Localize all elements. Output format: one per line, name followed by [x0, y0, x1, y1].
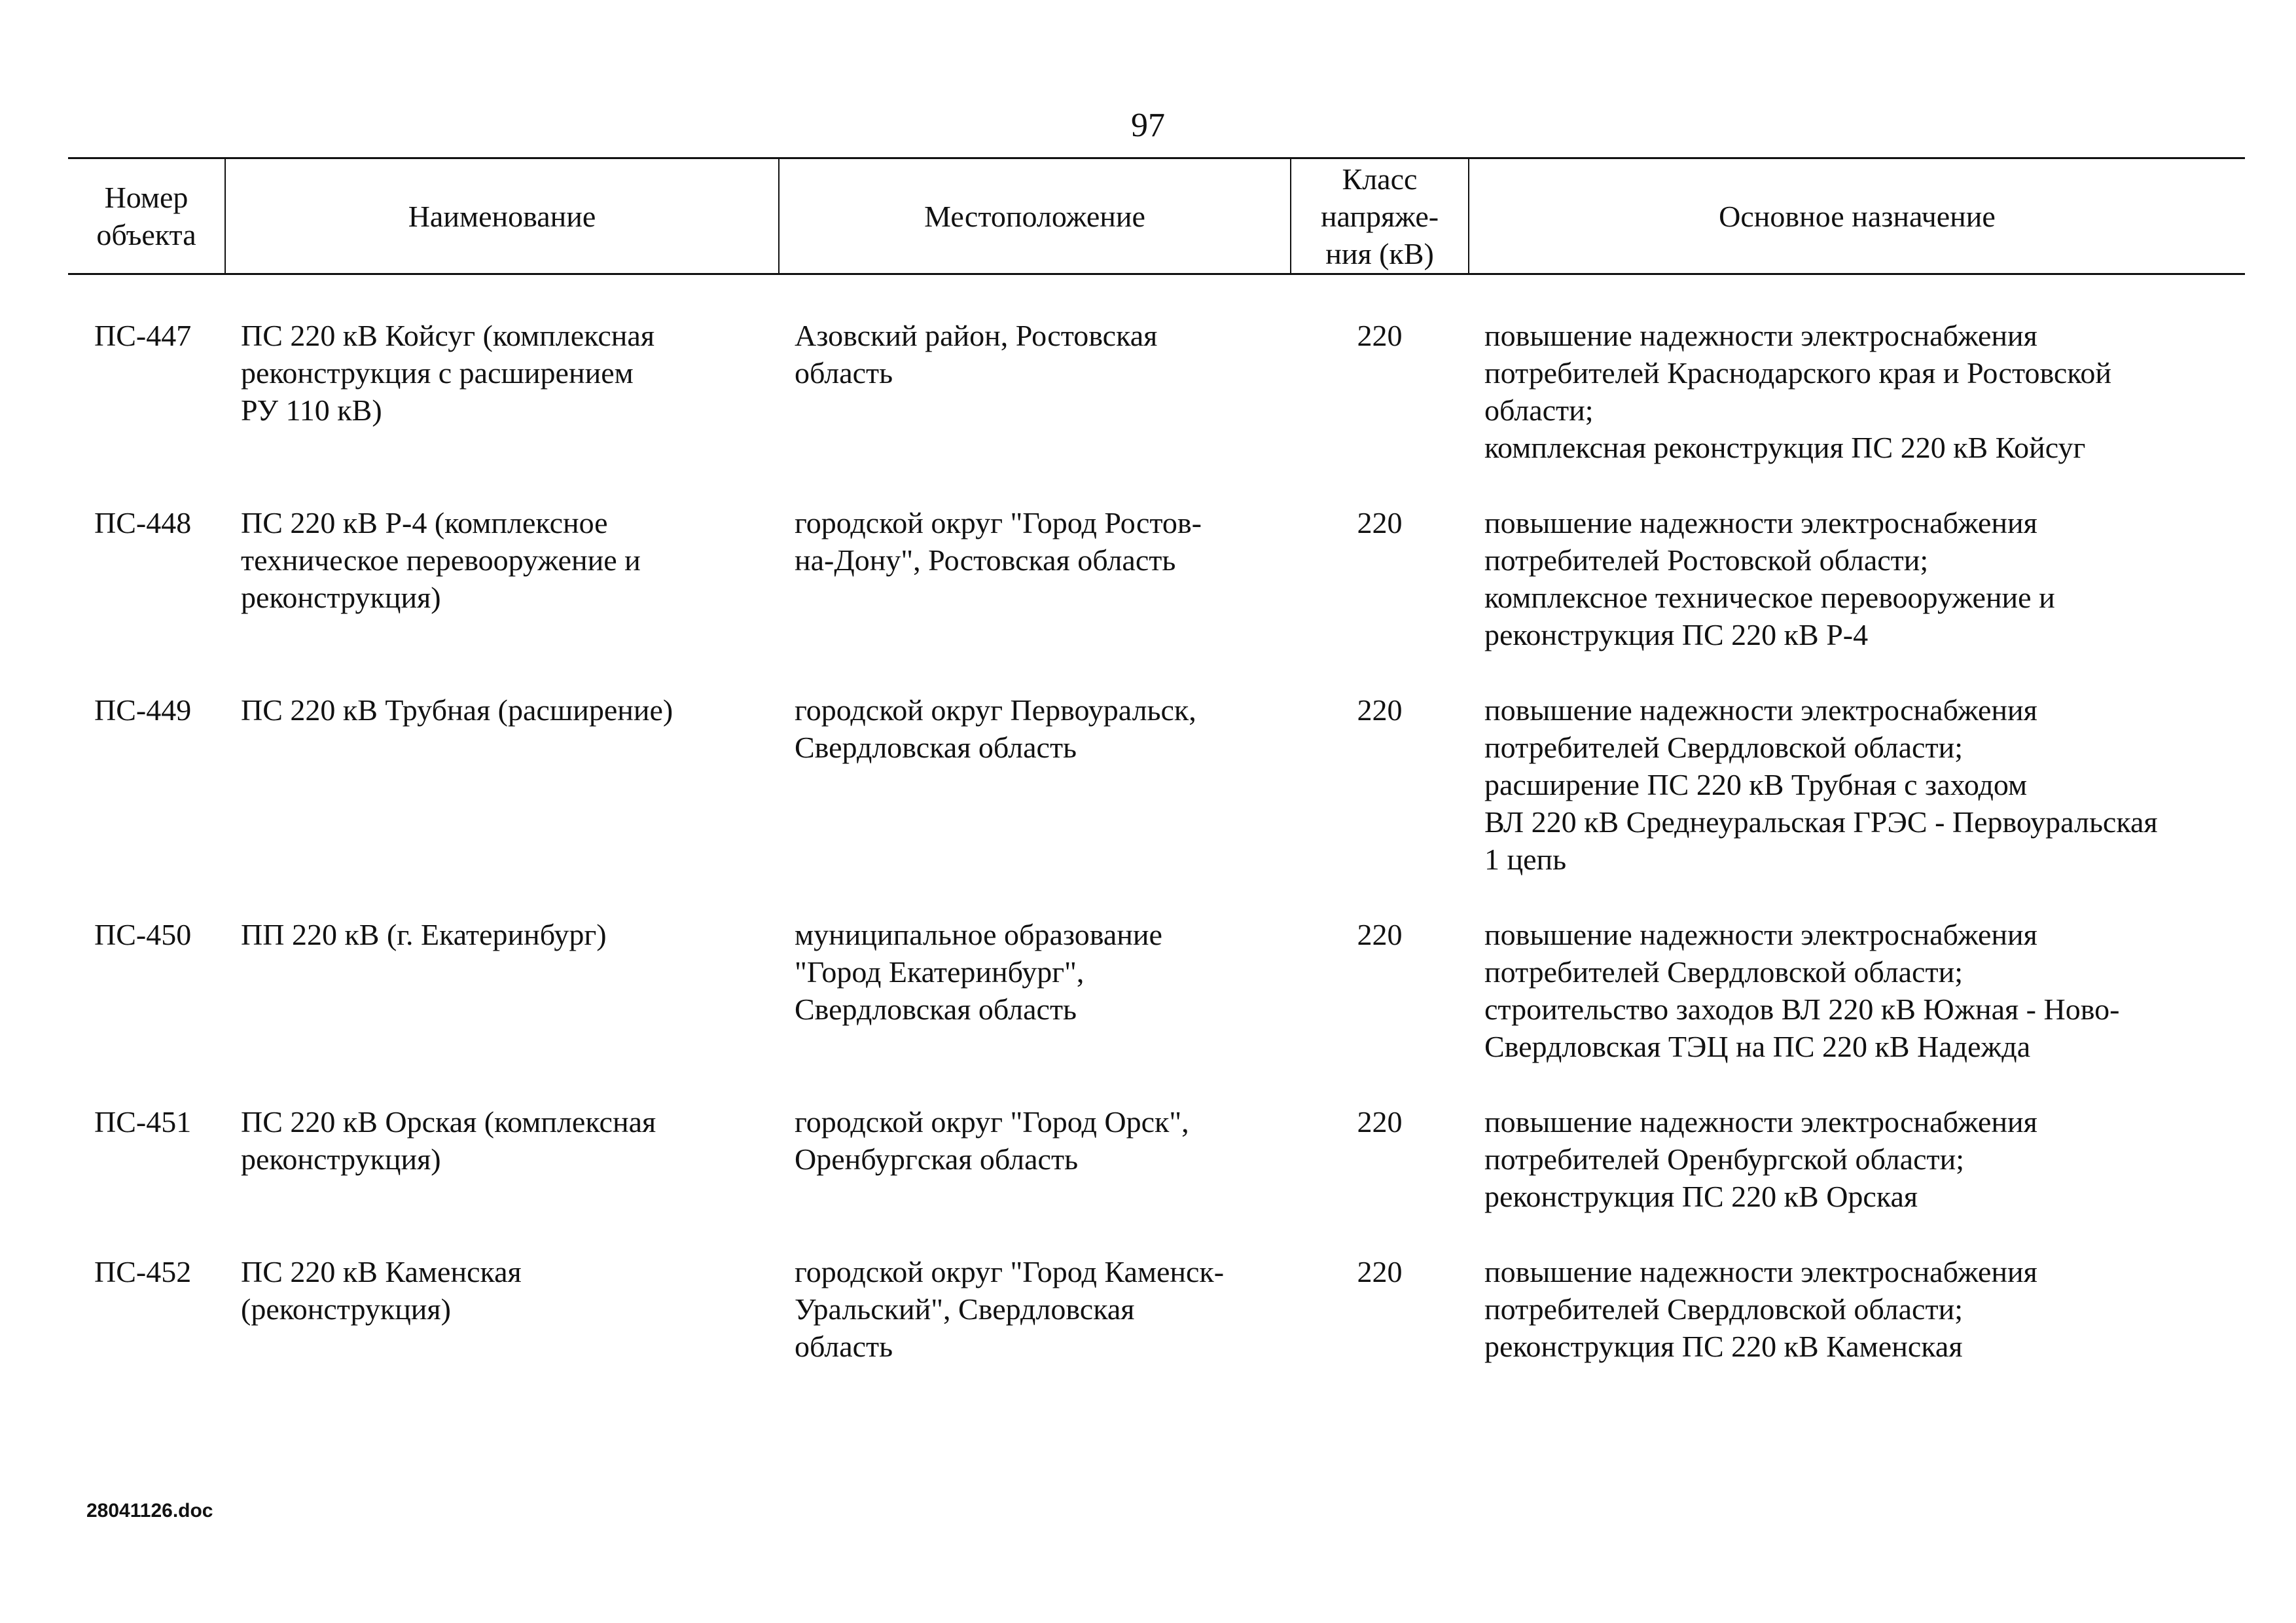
location-cell-line: муниципальное образование	[795, 918, 1162, 951]
object-name-cell	[225, 274, 779, 505]
header-text-line: Основное назначение	[1719, 199, 1996, 233]
object-name-cell-line: техническое перевооружение и	[241, 543, 641, 577]
location-cell-line: городской округ "Город Орск",	[795, 1105, 1189, 1139]
object-number-cell: ПС-449	[94, 693, 192, 727]
object-name-cell-line: ПС 220 кВ Койсуг (комплексная	[241, 319, 655, 352]
purpose-cell-line: потребителей Свердловской области;	[1484, 955, 1963, 989]
location-cell	[779, 504, 1291, 691]
purpose-cell-line: комплексное техническое перевооружение и	[1484, 581, 2055, 614]
object-name-cell-line: ПС 220 кВ Орская (комплексная	[241, 1105, 656, 1139]
voltage-class-cell: 220	[1357, 693, 1403, 727]
location-cell-line: Азовский район, Ростовская	[795, 319, 1158, 352]
objects-table	[68, 157, 2245, 1403]
purpose-cell-line: повышение надежности электроснабжения	[1484, 506, 2037, 539]
header-text-line: Наименование	[408, 199, 596, 233]
purpose-cell-line: расширение ПС 220 кВ Трубная с заходом	[1484, 768, 2028, 801]
voltage-class-cell: 220	[1357, 1255, 1403, 1288]
purpose-cell	[1469, 274, 2245, 505]
purpose-cell-line: потребителей Оренбургской области;	[1484, 1142, 1964, 1176]
footer-file-name: 28041126.doc	[86, 1500, 213, 1522]
page-number: 97	[1131, 107, 1165, 144]
location-cell-line: Оренбургская область	[795, 1142, 1079, 1176]
table-row	[68, 1253, 2245, 1403]
location-cell-line: Свердловская область	[795, 731, 1077, 764]
purpose-cell	[1469, 504, 2245, 691]
purpose-cell-line: повышение надежности электроснабжения	[1484, 918, 2037, 951]
header-purpose	[1469, 158, 2245, 274]
location-cell-line: городской округ Первоуральск,	[795, 693, 1196, 727]
object-name-cell-line: реконструкция)	[241, 581, 441, 614]
purpose-cell-line: 1 цепь	[1484, 843, 1567, 876]
location-cell-line: городской округ "Город Каменск-	[795, 1255, 1225, 1288]
table-body	[68, 274, 2245, 1404]
header-name	[225, 158, 779, 274]
objects-table-container	[68, 157, 2245, 1403]
header-text-line: Класс	[1342, 162, 1418, 196]
object-name-cell-line: ПС 220 кВ Трубная (расширение)	[241, 693, 673, 727]
purpose-cell-line: реконструкция ПС 220 кВ Р-4	[1484, 618, 1869, 651]
voltage-class-cell: 220	[1357, 918, 1403, 951]
location-cell-line: область	[795, 356, 893, 390]
location-cell	[779, 1103, 1291, 1253]
object-name-cell	[225, 504, 779, 691]
purpose-cell-line: повышение надежности электроснабжения	[1484, 1255, 2037, 1288]
purpose-cell-line: области;	[1484, 393, 1594, 427]
object-number-cell: ПС-450	[94, 918, 192, 951]
header-object-number	[68, 158, 225, 274]
object-number-cell: ПС-447	[94, 319, 192, 352]
object-name-cell	[225, 916, 779, 1103]
table-row	[68, 274, 2245, 505]
location-cell-line: область	[795, 1330, 893, 1363]
table-row	[68, 916, 2245, 1103]
voltage-class-cell: 220	[1357, 506, 1403, 539]
object-name-cell-line: ПС 220 кВ Р-4 (комплексное	[241, 506, 608, 539]
object-name-cell-line: РУ 110 кВ)	[241, 393, 382, 427]
purpose-cell	[1469, 916, 2245, 1103]
object-number-cell: ПС-451	[94, 1105, 192, 1139]
location-cell	[779, 1253, 1291, 1403]
purpose-cell-line: потребителей Свердловской области;	[1484, 1292, 1963, 1326]
purpose-cell-line: реконструкция ПС 220 кВ Каменская	[1484, 1330, 1963, 1363]
purpose-cell-line: ВЛ 220 кВ Среднеуральская ГРЭС - Первоуральская	[1484, 805, 2158, 839]
object-number-cell: ПС-452	[94, 1255, 192, 1288]
header-voltage-class	[1291, 158, 1469, 274]
table-header	[68, 158, 2245, 274]
voltage-class-cell: 220	[1357, 1105, 1403, 1139]
purpose-cell	[1469, 691, 2245, 916]
object-name-cell-line: (реконструкция)	[241, 1292, 451, 1326]
header-text-line: Номер	[104, 181, 188, 214]
voltage-class-cell: 220	[1357, 319, 1403, 352]
location-cell-line: городской округ "Город Ростов-	[795, 506, 1202, 539]
purpose-cell	[1469, 1253, 2245, 1403]
purpose-cell-line: повышение надежности электроснабжения	[1484, 693, 2037, 727]
header-row	[68, 158, 2245, 274]
table-row	[68, 691, 2245, 916]
purpose-cell-line: потребителей Ростовской области;	[1484, 543, 1929, 577]
object-name-cell	[225, 1103, 779, 1253]
location-cell-line: Уральский", Свердловская	[795, 1292, 1135, 1326]
table-row	[68, 504, 2245, 691]
purpose-cell-line: реконструкция ПС 220 кВ Орская	[1484, 1180, 1918, 1213]
location-cell	[779, 916, 1291, 1103]
location-cell	[779, 691, 1291, 916]
header-text-line: объекта	[96, 218, 196, 251]
purpose-cell-line: строительство заходов ВЛ 220 кВ Южная - Ново-	[1484, 993, 2120, 1026]
purpose-cell-line: потребителей Свердловской области;	[1484, 731, 1963, 764]
object-name-cell-line: реконструкция с расширением	[241, 356, 634, 390]
object-name-cell-line: реконструкция)	[241, 1142, 441, 1176]
header-text-line: Местоположение	[924, 199, 1145, 233]
purpose-cell-line: комплексная реконструкция ПС 220 кВ Койсуг	[1484, 431, 2086, 464]
header-location	[779, 158, 1291, 274]
location-cell-line: "Город Екатеринбург",	[795, 955, 1085, 989]
purpose-cell-line: повышение надежности электроснабжения	[1484, 319, 2037, 352]
object-name-cell	[225, 691, 779, 916]
purpose-cell-line: потребителей Краснодарского края и Ростовской	[1484, 356, 2111, 390]
purpose-cell	[1469, 1103, 2245, 1253]
header-text-line: напряже-	[1320, 199, 1439, 233]
header-text-line: ния (кВ)	[1325, 236, 1434, 270]
location-cell	[779, 274, 1291, 505]
table-row	[68, 1103, 2245, 1253]
object-name-cell-line: ПП 220 кВ (г. Екатеринбург)	[241, 918, 607, 951]
location-cell-line: на-Дону", Ростовская область	[795, 543, 1176, 577]
object-name-cell-line: ПС 220 кВ Каменская	[241, 1255, 522, 1288]
location-cell-line: Свердловская область	[795, 993, 1077, 1026]
purpose-cell-line: повышение надежности электроснабжения	[1484, 1105, 2037, 1139]
purpose-cell-line: Свердловская ТЭЦ на ПС 220 кВ Надежда	[1484, 1030, 2031, 1063]
object-name-cell	[225, 1253, 779, 1403]
object-number-cell: ПС-448	[94, 506, 192, 539]
